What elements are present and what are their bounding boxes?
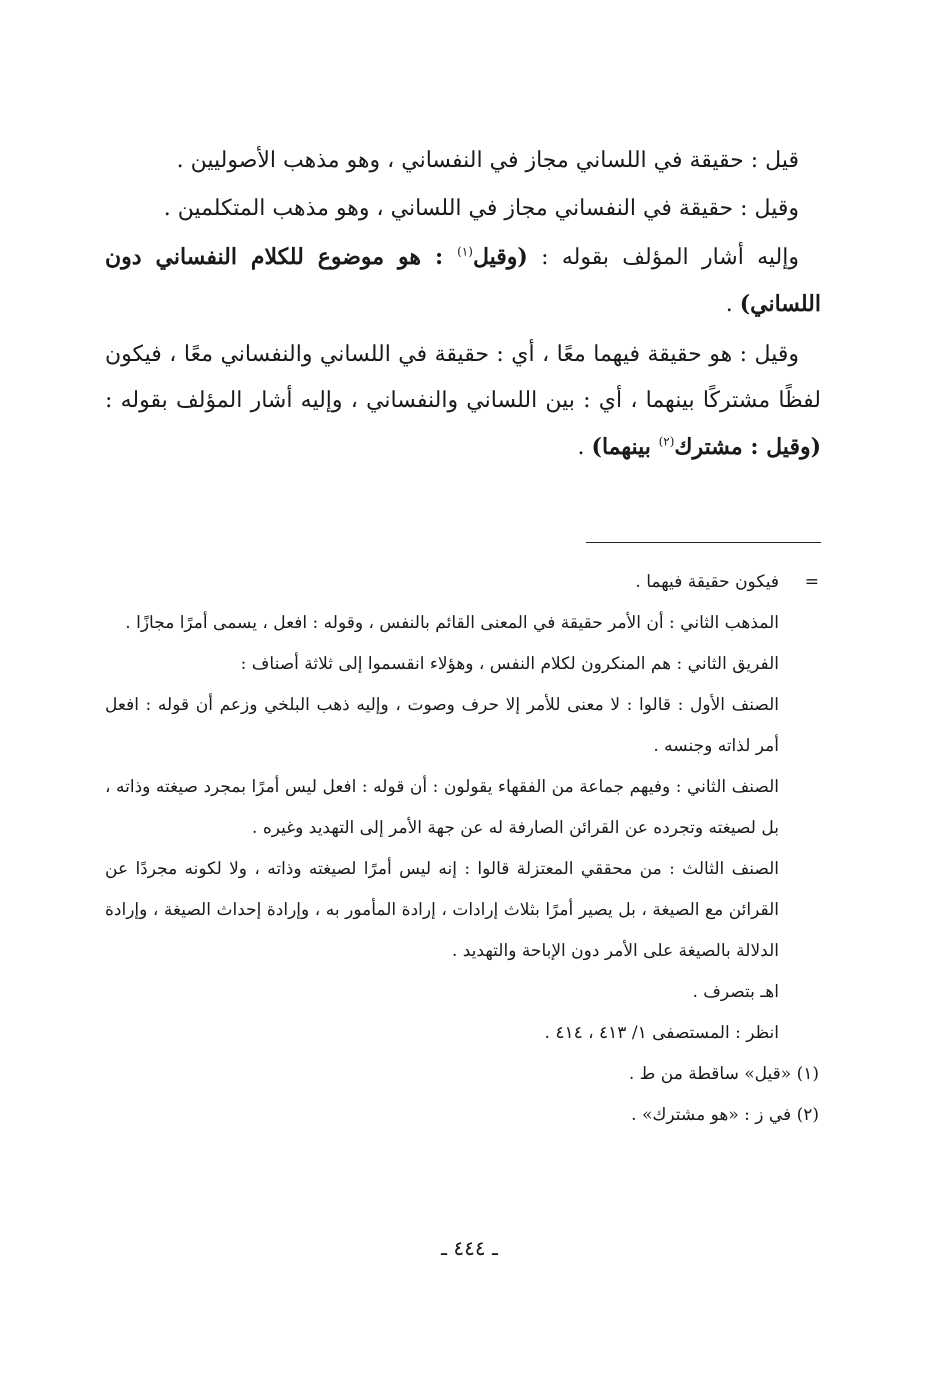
quoted-author-text-1b: : هو موضوع للكلام النفساني دون اللساني) <box>105 244 821 317</box>
footnote-line: الصنف الثاني : وفيهم جماعة من الفقهاء يقولون : أن قوله : افعل ليس أمرًا بمجرد صيغته وذاته ، بل لصيغته وتجرده عن القرائن الصارفة له عن جهة الأمر إلى التهديد وغيره . <box>105 777 779 838</box>
paragraph-2: وقيل : حقيقة في النفساني مجاز في اللساني ، وهو مذهب المتكلمين . <box>163 196 799 221</box>
footnote-continuation <box>105 562 819 603</box>
footnote-2: (٢) في ز : «هو مشترك» . <box>631 1105 819 1125</box>
footnote-line: اهـ بتصرف . <box>692 982 779 1002</box>
footnote-1: (١) «قيل» ساقطة من ط . <box>628 1064 819 1084</box>
footnote-ref-2: (٢) <box>658 434 675 449</box>
footnote-ref-1: (١) <box>457 244 473 259</box>
quoted-author-text-2b: بينهما) <box>591 434 659 460</box>
paragraph-3-end: . <box>725 292 740 317</box>
footnote-line: فيكون حقيقة فيهما . <box>635 572 779 592</box>
quoted-author-text-1: (وقيل <box>472 244 528 270</box>
footnote-line: المذهب الثاني : أن الأمر حقيقة في المعنى القائم بالنفس ، وقوله : افعل ، يسمى أمرًا مجازًا . <box>125 613 779 633</box>
main-text <box>105 138 821 471</box>
paragraph-3-text: وإليه أشار المؤلف بقوله : <box>527 245 799 270</box>
continuation-marker: = <box>804 572 819 592</box>
footnote-line: الصنف الأول : قالوا : لا معنى للأمر إلا حرف وصوت ، وإليه ذهب البلخي وزعم أن قوله : افعل أمر لذاته وجنسه . <box>105 695 779 756</box>
paragraph-3 <box>105 234 821 328</box>
paragraph-4-end: . <box>577 435 592 460</box>
page-number: ـ ٤٤٤ ـ <box>441 1236 498 1260</box>
quoted-author-text-2: (وقيل : مشترك <box>674 434 821 460</box>
paragraph-4-text: وقيل : هو حقيقة فيهما معًا ، أي : حقيقة في اللساني والنفساني معًا ، فيكون لفظًا مشتركًا بينهما ، أي : بين اللساني والنفساني ، وإليه أشار المؤلف بقوله : <box>105 342 821 413</box>
paragraph-1: قيل : حقيقة في اللساني مجاز في النفساني ، وهو مذهب الأصوليين . <box>176 148 799 173</box>
footnote-line: الفريق الثاني : هم المنكرون لكلام النفس ، وهؤلاء انقسموا إلى ثلاثة أصناف : <box>240 654 779 674</box>
footnote-separator <box>586 542 821 543</box>
footnote-line: الصنف الثالث : من محققي المعتزلة قالوا : إنه ليس أمرًا لصيغته وذاته ، ولا لكونه مجردًا عن القرائن مع الصيغة ، بل يصير أمرًا بثلاث إرادات ، إرادة المأمور به ، وإرادة إحداث الصيغة ، وإرادة الدلالة بالصيغة على الأمر دون الإباحة والتهديد . <box>105 859 779 961</box>
footnote-line: انظر : المستصفى ١/ ٤١٣ ، ٤١٤ . <box>544 1023 779 1043</box>
paragraph-4 <box>105 332 821 471</box>
footnotes <box>105 562 819 1136</box>
